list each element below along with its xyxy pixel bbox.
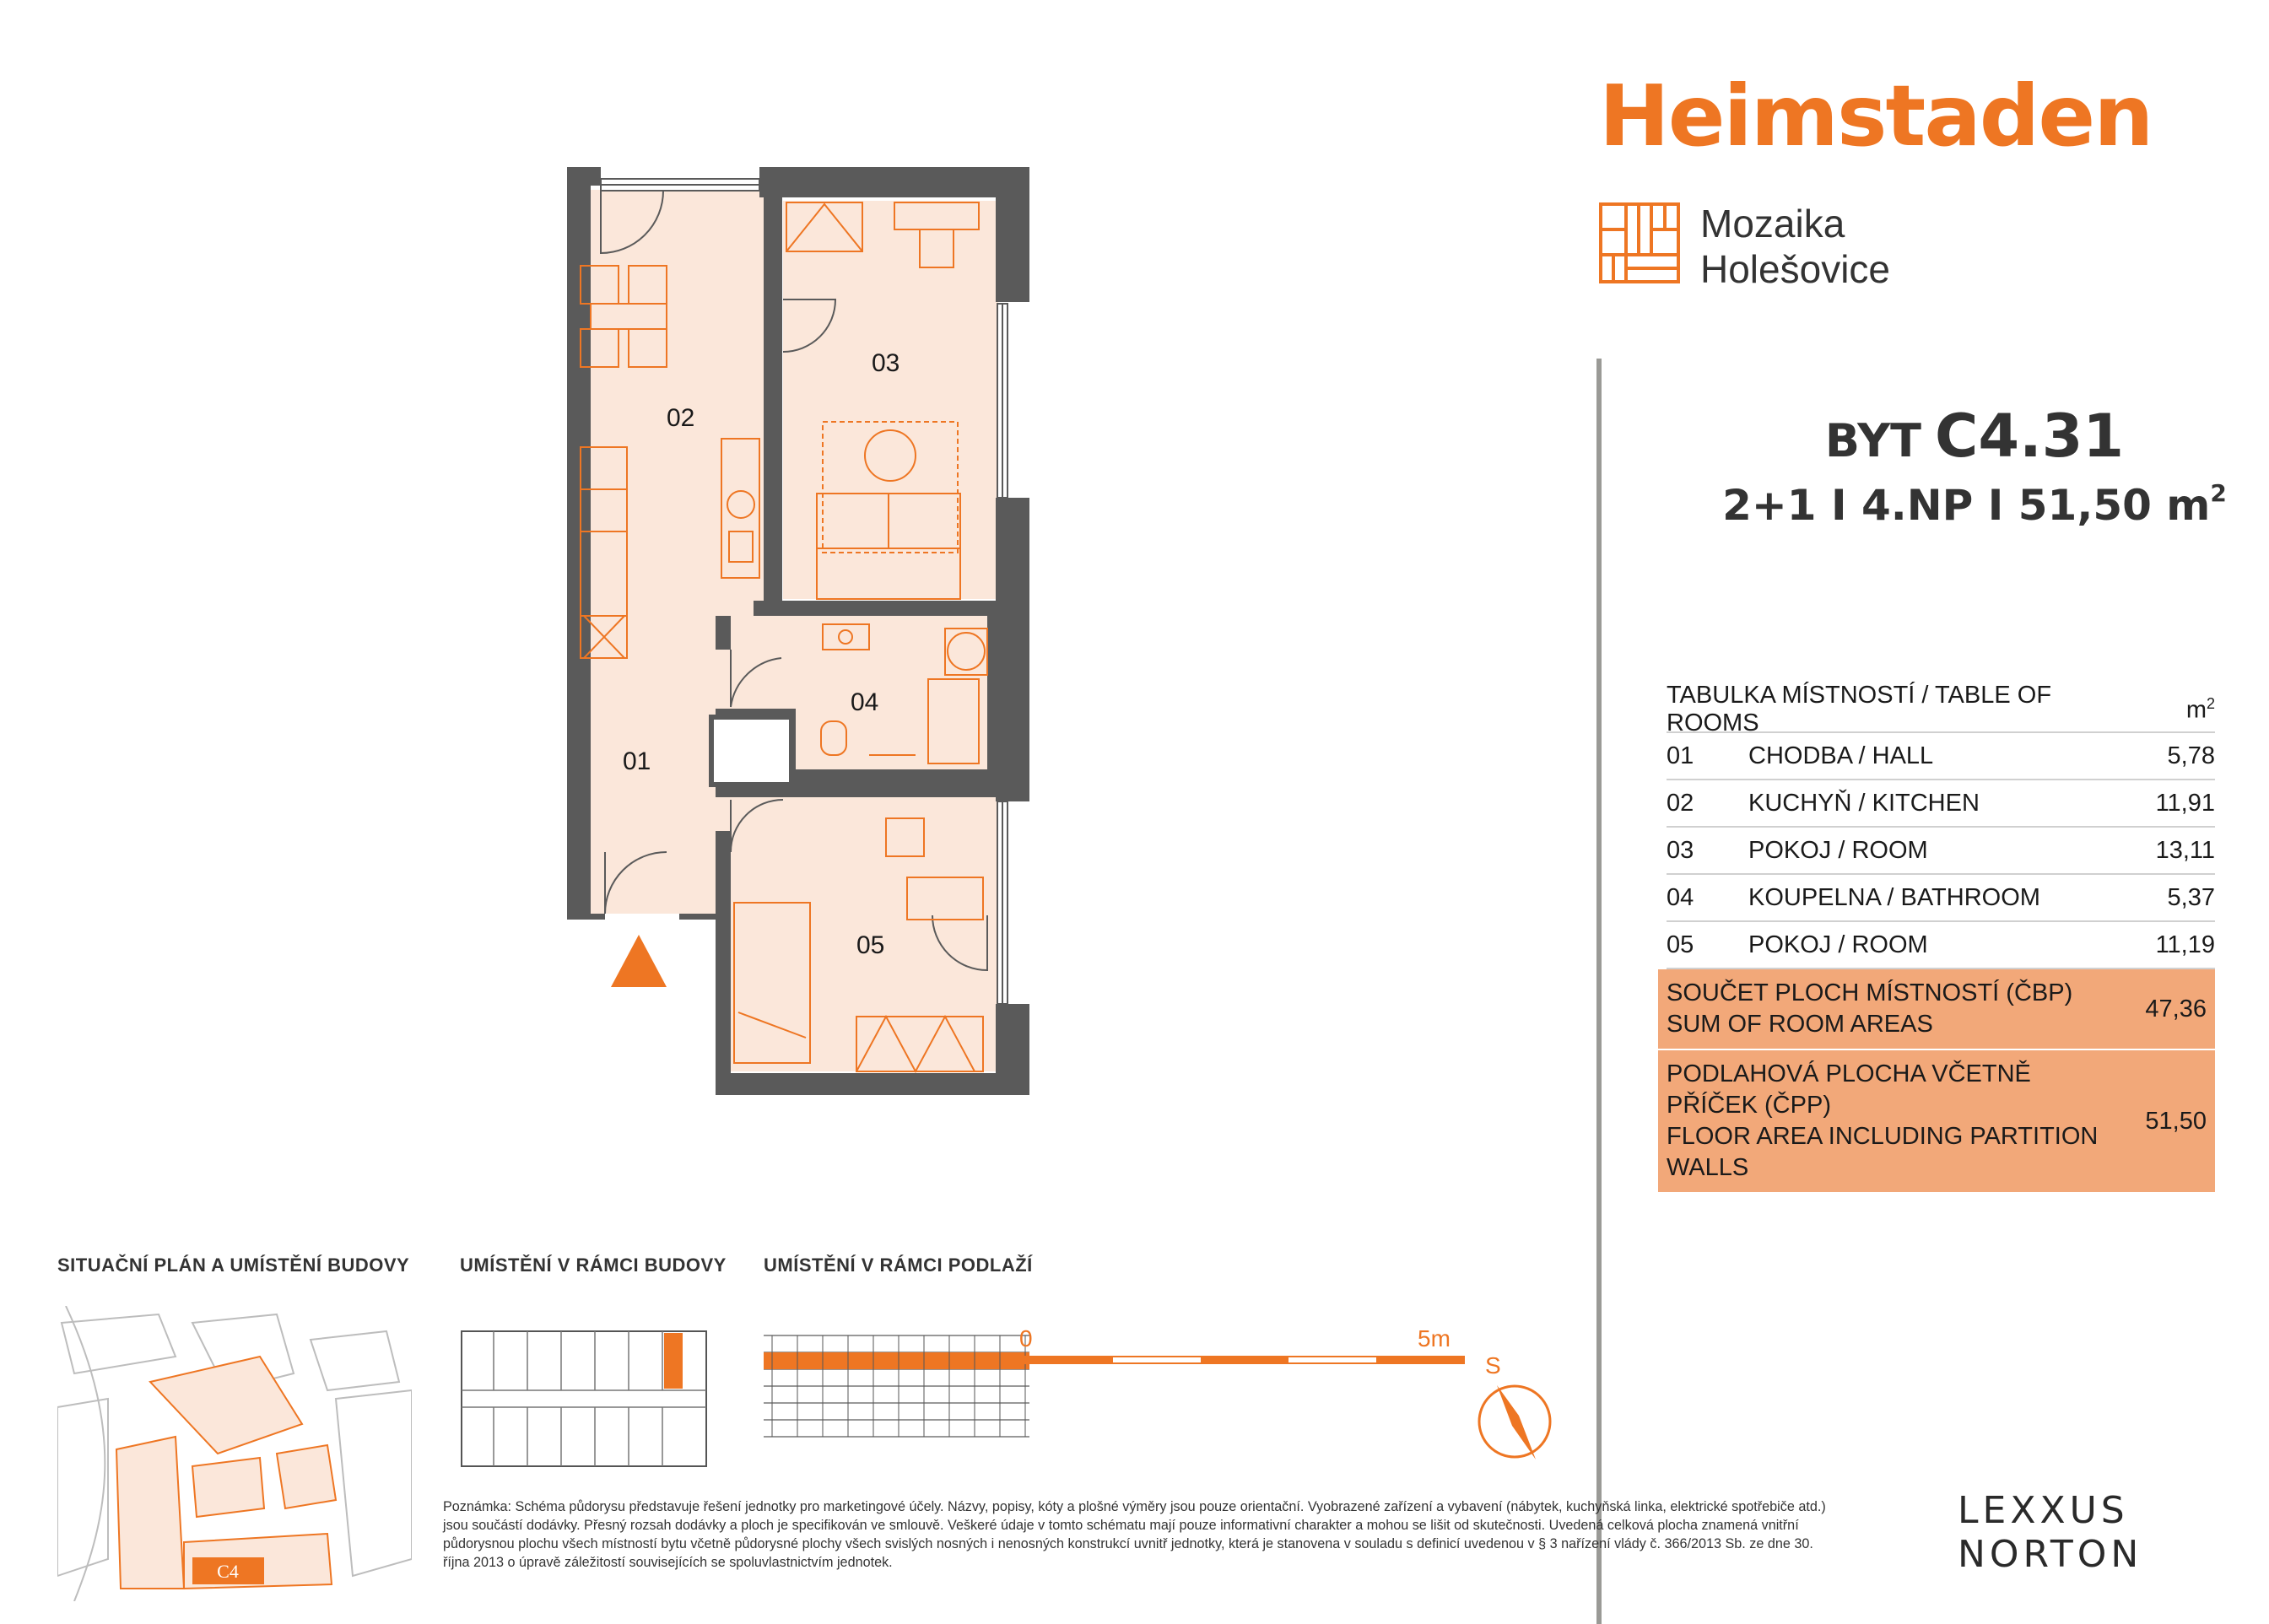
area-unit-superscript: 2	[2210, 479, 2227, 507]
room-area: 5,37	[2167, 883, 2215, 911]
room-number: 05	[1667, 931, 1694, 958]
table-row	[1667, 922, 2215, 969]
separator: I	[1830, 481, 1847, 530]
apartment-title	[1679, 402, 2269, 471]
room-name: POKOJ / ROOM	[1748, 931, 1928, 958]
disclaimer-note: Poznámka: Schéma půdorysu představuje řešení jednotky pro marketingové účely. Názvy, popisy, kóty a plošné výměry jsou pouze orientační. Vyobrazené zařízení a vybavení (nábytek, kuchyňská linka, elektrické spotřebiče atd.) jsou součástí dodávky. Přesný rozsah dodávky a ploch je specifikován ve smlouvě. Veškeré údaje v tomto schématu mají pouze informativní charakter a mohou se lišit od skutečnosti. Uvedená celková plocha znamená vnitřní půdorysnou plochu všech místností bytu včetně půdorysné plochy všech svislých nosných i nenosných konstrukcí uvnitř jednotky, která je stanovena v souladu s definicí uvedenou v § 3 nařízení vlády č. 366/2013 Sb. ze dne 30. října 2013 o úpravě záležitostí souvisejících se spoluvlastnictvím jednotek.	[443, 1499, 1826, 1570]
separator: I	[1987, 481, 2004, 530]
label-04: 04	[851, 688, 879, 716]
entrance-marker-icon	[611, 935, 667, 987]
building-section-map	[764, 1327, 1034, 1462]
scale-bar	[1013, 1325, 1468, 1375]
sum-room-areas-row	[1658, 969, 2215, 1049]
table-row	[1667, 733, 2215, 780]
room-name: KOUPELNA / BATHROOM	[1748, 883, 2040, 911]
building-tag: C4	[217, 1561, 239, 1582]
building-floor-map	[460, 1323, 747, 1475]
room-area: 11,91	[2155, 789, 2215, 817]
room-area: 13,11	[2155, 836, 2215, 864]
room-number: 04	[1667, 883, 1694, 911]
table-row	[1667, 780, 2215, 828]
room-table-title: TABULKA MÍSTNOSTÍ / TABLE OF ROOMS	[1667, 682, 2052, 736]
room-name: KUCHYŇ / KITCHEN	[1748, 789, 1980, 817]
brand-logo: Heimstaden	[1599, 67, 2153, 165]
apartment-subtitle	[1679, 481, 2269, 530]
partner-logo-line1: LEXXUS	[1958, 1489, 2129, 1532]
site-plan-section	[57, 1254, 412, 1605]
site-plan-map	[57, 1306, 412, 1601]
compass-icon	[1468, 1350, 1561, 1468]
in-building-section	[460, 1254, 747, 1479]
floor-area-value: 51,50	[2145, 1107, 2207, 1135]
table-row	[1667, 828, 2215, 875]
mozaika-logo-icon	[1599, 202, 1680, 283]
sum-area: 47,36	[2145, 995, 2207, 1022]
project-name	[1700, 201, 1890, 292]
room-number: 02	[1667, 789, 1694, 817]
table-row	[1667, 875, 2215, 922]
room-name: POKOJ / ROOM	[1748, 836, 1928, 864]
in-floor-title: UMÍSTĚNÍ V RÁMCI PODLAŽÍ	[764, 1254, 1033, 1276]
room-area: 11,19	[2155, 931, 2215, 958]
room-table	[1667, 682, 2215, 1192]
site-plan-title: SITUAČNÍ PLÁN A UMÍSTĚNÍ BUDOVY	[57, 1254, 410, 1276]
in-building-title: UMÍSTĚNÍ V RÁMCI BUDOVY	[460, 1254, 727, 1276]
room-name: CHODBA / HALL	[1748, 742, 1934, 769]
partner-logo	[1958, 1489, 2142, 1577]
label-05: 05	[856, 931, 885, 959]
apartment-code: C4.31	[1935, 402, 2125, 471]
project-name-line2: Holešovice	[1700, 247, 1890, 291]
compass-label: S	[1485, 1352, 1501, 1379]
label-01: 01	[623, 747, 651, 775]
room-area: 5,78	[2167, 742, 2215, 769]
vertical-divider	[1596, 359, 1602, 1624]
partner-logo-line2: NORTON	[1958, 1533, 2143, 1576]
apartment-prefix: BYT	[1824, 414, 1922, 467]
room-number: 01	[1667, 742, 1694, 769]
project-name-line1: Mozaika	[1700, 202, 1845, 245]
scale-start: 0	[1019, 1325, 1033, 1352]
floor-area-row	[1658, 1050, 2215, 1192]
apartment-area: 51,50 m	[2018, 481, 2211, 530]
floor-plan	[557, 160, 1046, 1097]
in-floor-section	[764, 1254, 1034, 1466]
room-number: 03	[1667, 836, 1694, 864]
floor-area-label: PODLAHOVÁ PLOCHA VČETNĚ PŘÍČEK (ČPP) FLOOR AREA INCLUDING PARTITION WALLS	[1667, 1060, 2099, 1181]
sum-label: SOUČET PLOCH MÍSTNOSTÍ (ČBP) SUM OF ROOM AREAS	[1667, 979, 2073, 1038]
room-table-header	[1667, 682, 2215, 736]
room-table-unit: $m^2$	[2185, 694, 2215, 724]
scale-end: 5m	[1418, 1325, 1451, 1352]
label-03: 03	[872, 349, 900, 377]
apartment-floor: 4.NP	[1861, 481, 1974, 530]
apartment-layout: 2+1	[1722, 481, 1817, 530]
label-02: 02	[667, 404, 695, 432]
